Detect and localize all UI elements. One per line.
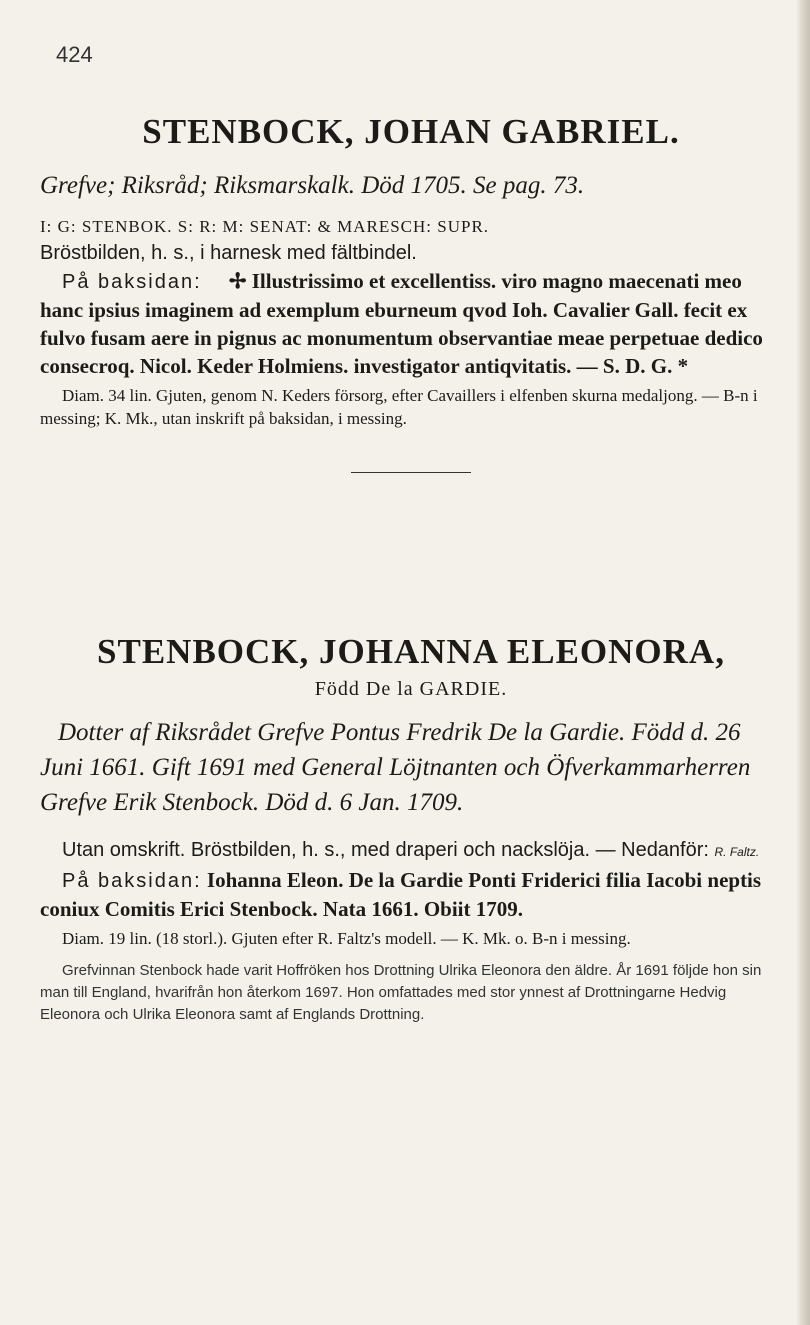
cross-icon: ✢	[228, 269, 247, 293]
reverse-text: Iohanna Eleon. De la Gardie Ponti Friderici filia Iacobi neptis coniux Comitis Erici Stenbock. Nata 1661. Obiit 1709.	[40, 868, 762, 921]
entry-heading: STENBOCK, JOHAN GABRIEL.	[142, 112, 680, 151]
biographical-note: Grefvinnan Stenbock hade varit Hoffröken hos Drottning Ulrika Eleonora den äldre. År 1691 följde hon sin man till England, hvarifrån hon återkom 1697. Hon omfattades med stor ynnest af Drottningarne Hedvig Eleonora och Ulrika Eleonora samt af Englands Drottning.	[40, 962, 762, 1023]
medal-description: Diam. 19 lin. (18 storl.). Gjuten efter R. Faltz's modell. — K. Mk. o. B-n i messing.	[62, 929, 631, 948]
entry-johan-gabriel	[40, 112, 782, 473]
section-divider	[351, 472, 471, 473]
medal-description: Diam. 34 lin. Gjuten, genom N. Keders försorg, efter Cavaillers i elfenben skurna medaljong. — B-n i messing; K. Mk., utan inskrift på baksidan, i messing.	[40, 386, 758, 428]
obverse-description	[40, 836, 782, 866]
entry-subheading: Född De la GARDIE.	[314, 678, 508, 700]
reverse-label: På baksidan:	[62, 870, 202, 892]
page-number: 424	[56, 42, 93, 67]
page-edge-shadow	[796, 0, 810, 1325]
entry-heading: STENBOCK, JOHANNA ELEONORA,	[97, 632, 725, 671]
entry-titles: Grefve; Riksråd; Riksmarskalk. Död 1705. Se pag. 73.	[40, 172, 585, 199]
entry-titles: Dotter af Riksrådet Grefve Pontus Fredrik De la Gardie. Född d. 26 Juni 1661. Gift 1691 med General Löjtnanten och Öfverkammarherren Grefve Erik Stenbock. Död d. 6 Jan. 1709.	[40, 719, 751, 816]
obverse-description: Bröstbilden, h. s., i harnesk med fältbindel.	[40, 242, 417, 264]
medal-inscription: I: G: STENBOK. S: R: M: SENAT: & MARESCH: SUPR.	[40, 217, 490, 236]
reverse-inscription-paragraph	[40, 267, 782, 380]
reverse-label: På baksidan:	[62, 271, 202, 293]
obverse-text: Utan omskrift. Bröstbilden, h. s., med draperi och nackslöja. — Nedanför:	[62, 839, 709, 861]
reverse-text: Illustrissimo et excellentiss. viro magno maecenati meo hanc ipsius imaginem ad exemplum eburneum qvod Ioh. Cavalier Gall. fecit ex fulvo fusam aere in pignus ac monumentum observantiae meae perpetuae dedico consecroq. Nicol. Keder Holmiens. investigator antiqvitatis. — S. D. G. *	[40, 269, 763, 378]
artist-signature: R. Faltz.	[714, 845, 760, 859]
entry-johanna-eleonora	[40, 632, 782, 1026]
reverse-inscription-paragraph	[40, 866, 782, 923]
